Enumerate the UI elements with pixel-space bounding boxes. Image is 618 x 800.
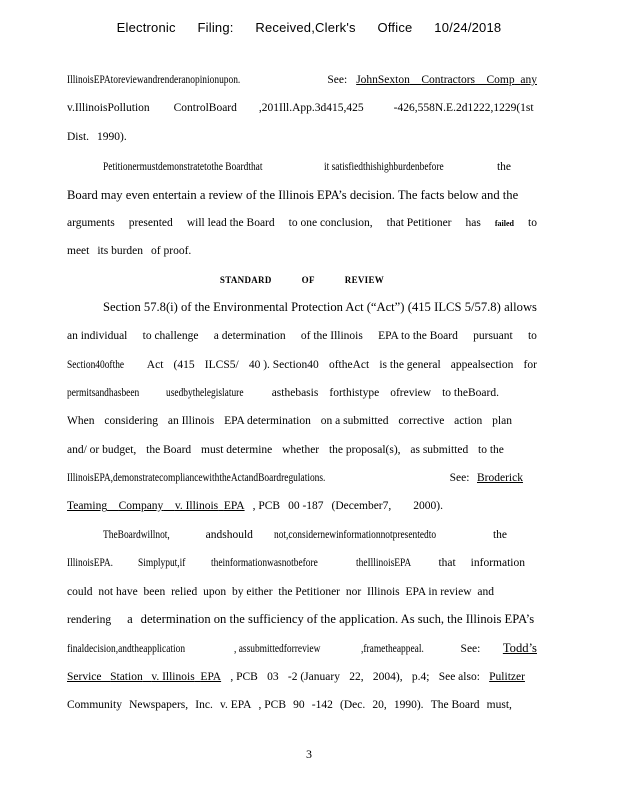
header-date: 10/24/2018 (434, 20, 502, 35)
citation-link: JohnSexton Contractors Comp any (356, 74, 537, 86)
text-line: v.IllinoisPollution ControlBoard ,201Ill.App.3d415,425 -426,558N.E.2d1222,1229(1st (67, 102, 534, 114)
header-filing: Filing: (197, 20, 234, 35)
text-line: Section40ofthe Act (415 ILCS5/ 40 ). Section40 oftheAct is the general appealsection for (67, 359, 537, 371)
text-line: Teaming Company v. Illinois EPA , PCB 00 -187 (December7, 2000). (67, 500, 443, 512)
text-line: IllinoisEPAtoreviewandrenderanopinionupon. See: JohnSexton Contractors Comp any (67, 74, 537, 86)
text-line: arguments presented will lead the Board to one conclusion, that Petitioner has failed to (67, 217, 537, 229)
text-line: meet its burden of proof. (67, 245, 192, 257)
text-line: Petitionermustdemonstratetothe Boardthat it satisfiedthishighburdenbefore the (103, 161, 511, 173)
text-line: and/ or budget, the Board must determine whether the proposal(s), as submitted to the (67, 444, 504, 456)
header-office: Office (377, 20, 413, 35)
header-received: Received,Clerk's (255, 20, 356, 35)
citation-link: Teaming Company v. Illinois EPA (67, 500, 245, 512)
text-line: could not have been relied upon by either the Petitioner nor Illinois EPA in review and (67, 586, 494, 598)
text-line: IllinoisEPA,demonstratecompliancewiththeActandBoardregulations. See: Broderick (67, 471, 537, 485)
text-line: an individual to challenge a determination of the Illinois EPA to the Board pursuant to (67, 330, 537, 342)
section-heading: STANDARD OF REVIEW (219, 275, 385, 285)
text-line: Board may even entertain a review of the Illinois EPA’s decision. The facts below and the (67, 188, 519, 202)
text-line: Community Newspapers, Inc. v. EPA , PCB 90 -142 (Dec. 20, 1990). The Board must, (67, 699, 512, 711)
citation-link: Todd’s (502, 641, 537, 655)
page-number: 3 (306, 747, 312, 761)
text-line: When considering an Illinois EPA determination on a submitted corrective action plan (67, 415, 512, 427)
text-line: TheBoardwillnot, andshould not,considernewinformationnotpresentedto the (103, 529, 507, 541)
text-line: permitsandhasbeen usedbythelegislature asthebasis forthistype ofreview to theBoard. (67, 387, 499, 399)
text-line: Section 57.8(i) of the Environmental Protection Act (“Act”) (415 ILCS 5/57.8) allows (103, 300, 537, 314)
text-line: Dist. 1990). (67, 131, 127, 143)
citation-link: Pulitzer (489, 671, 525, 683)
header-electronic: Electronic (116, 20, 176, 35)
text-line: Service Station v. Illinois EPA , PCB 03 -2 (January 22, 2004), p.4; See also: Pulitzer (67, 670, 537, 684)
text-line: finaldecision,andtheapplication , assubmittedforreview ,frametheappeal. See: Todd’s (67, 641, 537, 655)
electronic-filing-header (0, 20, 618, 35)
text-line: rendering a determination on the sufficiency of the application. As such, the Illinois EPA’s (67, 612, 535, 626)
citation-link: Broderick (477, 472, 523, 484)
citation-link: Service Station v. Illinois EPA (67, 671, 222, 683)
text-line: IllinoisEPA. Simplyput,if theinformationwasnotbefore theIllinoisEPA that information (67, 557, 525, 569)
